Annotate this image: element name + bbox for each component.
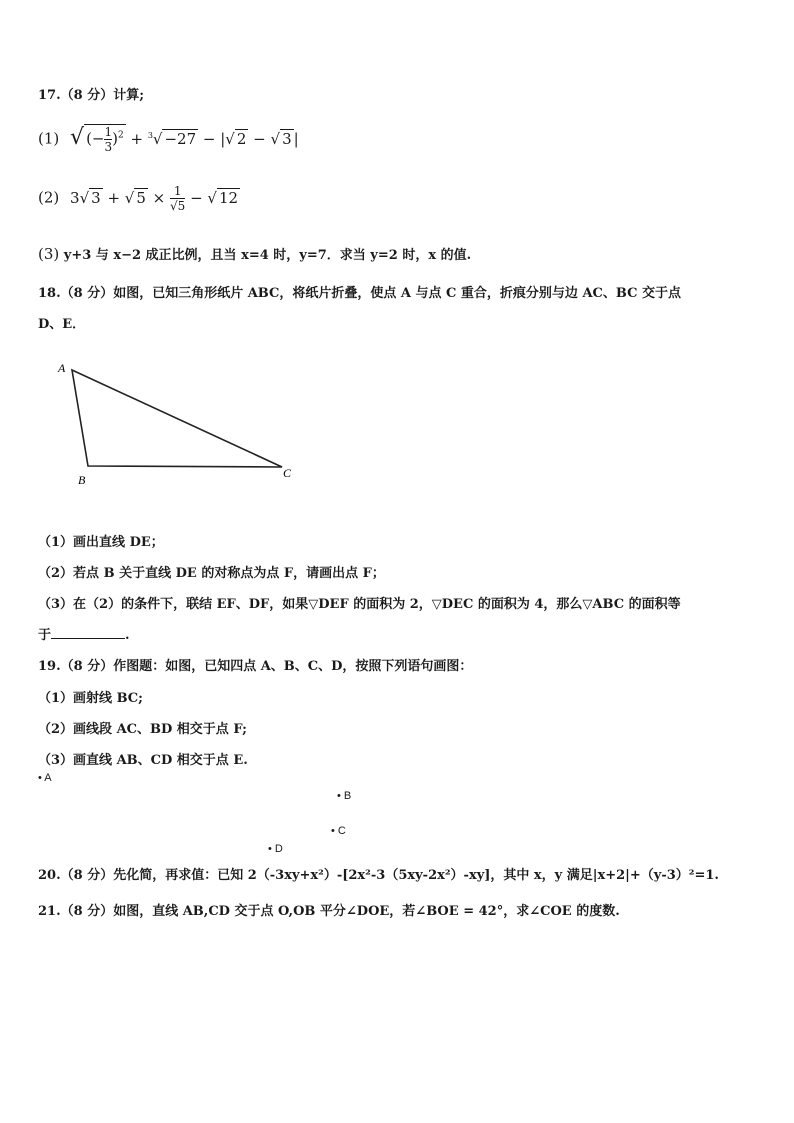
q18-header-line2: D、E． [38,317,86,332]
point-a: • A [38,772,52,784]
q18-step2: （2）若点 B 关于直线 DE 的对称点为点 F，请画出点 F； [38,566,385,581]
q17-part3-text: y+3 与 x−2 成正比例，且当 x=4 时，y=7．求当 y=2 时，x 的值. [63,248,472,263]
q21-text: 21.（8 分）如图，直线 AB,CD 交于点 O,OB 平分∠DOE，若∠BOE = 42°，求∠COE 的度数. [38,904,620,919]
q18-step3-line1: （3）在（2）的条件下，联结 EF、DF，如果▽DEF 的面积为 2，▽DEC 的面积为 4，那么▽ABC 的面积等 [38,597,681,612]
triangle-figure [50,358,310,488]
q17-part2 [38,184,240,213]
q18-step1: （1）画出直线 DE； [38,535,164,550]
q20-text: 20.（8 分）先化简，再求值：已知 2（-3xy+x²）-[2x²-3（5xy-2x²）-xy]，其中 x，y 满足|x+2|+（y-3）²=1. [38,868,719,883]
q19-header: 19.（8 分）作图题：如图，已知四点 A、B、C、D，按照下列语句画图： [38,659,473,674]
q18-step3-suffix: . [125,628,130,643]
q18-header-line1: 18.（8 分）如图，已知三角形纸片 ABC，将纸片折叠，使点 A 与点 C 重合，折痕分别与边 AC、BC 交于点 [38,286,681,301]
q18-step3-line2 [38,624,130,643]
q17-part3-label: (3) [38,245,60,263]
q17-part3 [38,244,471,263]
q17-part1-label: (1) [38,129,60,148]
q17-part2-expr: 3√ 3 + √ 5 × $\frac{1}{√5}$ − √ 12 [70,184,239,213]
label-a: A [58,361,66,375]
label-c: C [283,466,292,480]
q19-step1: （1）画射线 BC; [38,691,143,706]
point-c: • C [331,825,346,837]
label-b: B [78,473,86,487]
q19-step2: （2）画线段 AC、BD 相交于点 F; [38,722,247,737]
triangle-abc [72,370,282,467]
q17-header: 17.（8 分）计算; [38,88,144,103]
q18-step3-prefix: 于 [38,628,52,643]
q19-step3: （3）画直线 AB、CD 相交于点 E. [38,753,248,768]
point-d: • D [268,843,283,855]
q17-part1 [38,124,299,154]
q17-part2-label: (2) [38,188,60,207]
answer-blank [51,638,125,639]
q17-part1-expr: √ (− $\frac{1}{3}$ )$^2$ + $^3$√ −27 − |√ 2 − √ 3 | [70,124,299,154]
point-b: • B [337,790,352,802]
